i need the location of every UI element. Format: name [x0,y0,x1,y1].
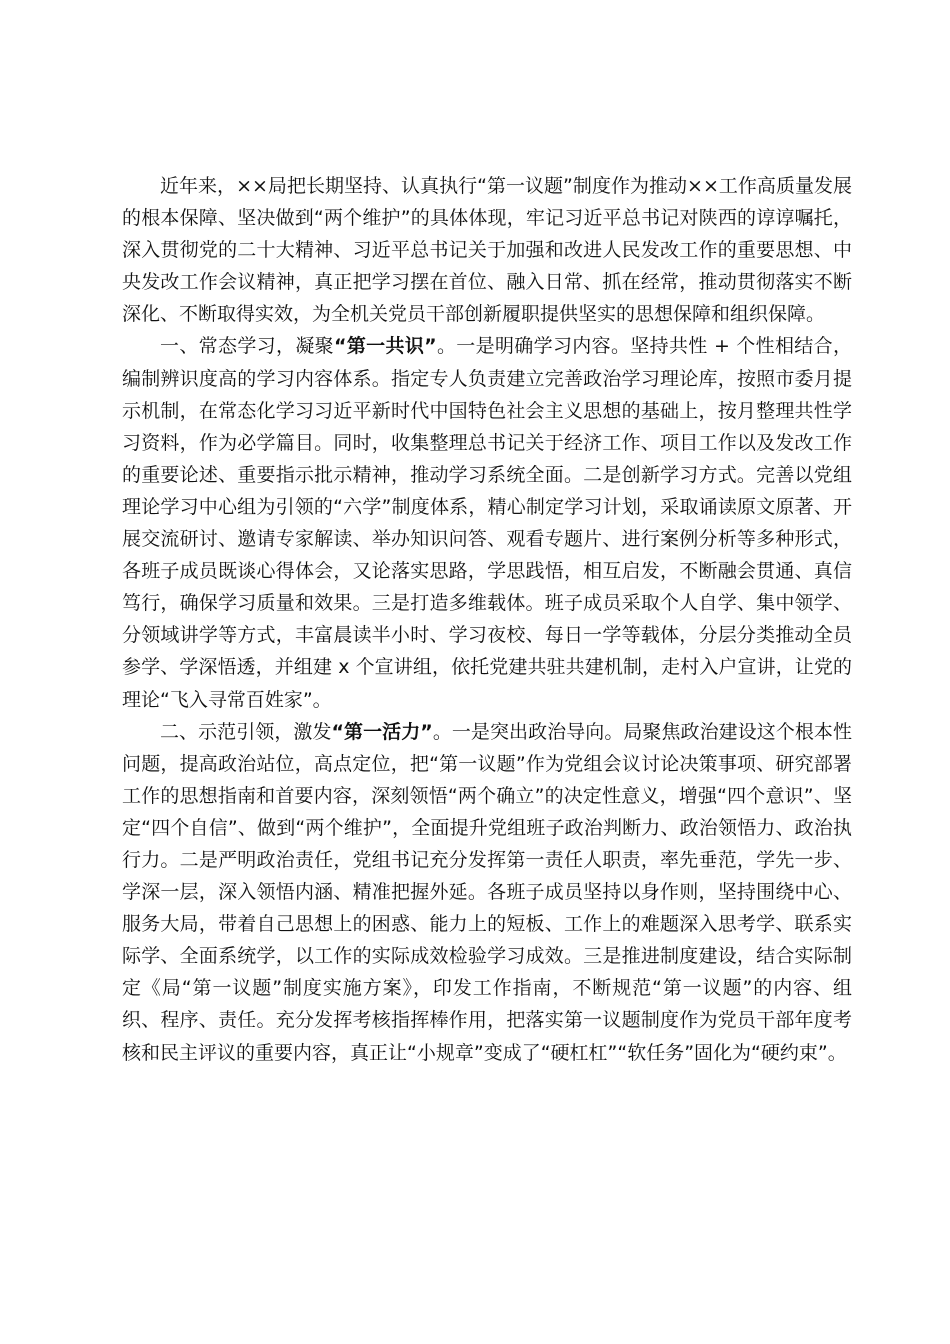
section-2-paragraph [122,716,852,1069]
section-2-heading: “第一活力” [331,720,433,743]
intro-paragraph: 近年来，××局把长期坚持、认真执行“第一议题”制度作为推动××工作高质量发展的根本保障、坚决做到“两个维护”的具体体现，牢记习近平总书记对陕西的谆谆嘱托，深入贯彻党的二十大精神、习近平总书记关于加强和改进人民发改工作的重要思想、中央发改工作会议精神，真正把学习摆在首位、融入日常、抓在经常，推动贯彻落实不断深化、不断取得实效，为全机关党员干部创新履职提供坚实的思想保障和组织保障。 [122,175,852,326]
section-2-body: 。一是突出政治导向。局聚焦政治建设这个根本性问题，提高政治站位，高点定位，把“第一议题”作为党组会议讨论决策事项、研究部署工作的思想指南和首要内容，深刻领悟“两个确立”的决定性意义，增强“四个意识”、坚定“四个自信”、做到“两个维护”，全面提升党组班子政治判断力、政治领悟力、政治执行力。二是严明政治责任，党组书记充分发挥第一责任人职责，率先垂范，学先一步、学深一层，深入领悟内涵、精准把握外延。各班子成员坚持以身作则，坚持围绕中心、服务大局，带着自己思想上的困惑、能力上的短板、工作上的难题深入思考学、联系实际学、全面系统学，以工作的实际成效检验学习成效。三是推进制度建设，结合实际制定《局“第一议题”制度实施方案》，印发工作指南，不断规范“第一议题”的内容、组织、程序、责任。充分发挥考核指挥棒作用，把落实第一议题制度作为党员干部年度考核和民主评议的重要内容，真正让“小规章”变成了“硬杠杠”“软任务”固化为“硬约束”。 [122,720,852,1064]
section-1-body: 。一是明确学习内容。坚持共性 + 个性相结合，编制辨识度高的学习内容体系。指定专人负责建立完善政治学习理论库，按照市委月提示机制，在常态化学习习近平新时代中国特色社会主义思想的基础上，按月整理共性学习资料，作为必学篇目。同时，收集整理总书记关于经济工作、项目工作以及发改工作的重要论述、重要指示批示精神，推动学习系统全面。二是创新学习方式。完善以党组理论学习中心组为引领的“六学”制度体系，精心制定学习计划，采取诵读原文原著、开展交流研讨、邀请专家解读、举办知识问答、观看专题片、进行案例分析等多种形式，各班子成员既谈心得体会，又论落实思路，学思践悟，相互启发，不断融会贯通、真信笃行，确保学习质量和效果。三是打造多维载体。班子成员采取个人自学、集中领学、分领域讲学等方式，丰富晨读半小时、学习夜校、每日一学等载体，分层分类推动全员参学、学深悟透，并组建 x 个宣讲组，依托党建共驻共建机制，走村入户宣讲，让党的理论“飞入寻常百姓家”。 [122,335,852,711]
section-1-heading: “第一共识” [334,335,437,358]
section-1-paragraph [122,330,852,715]
section-2-lead: 二、示范引领，激发 [160,720,332,743]
document-page [122,170,852,1069]
section-1-lead: 一、常态学习，凝聚 [160,335,334,358]
